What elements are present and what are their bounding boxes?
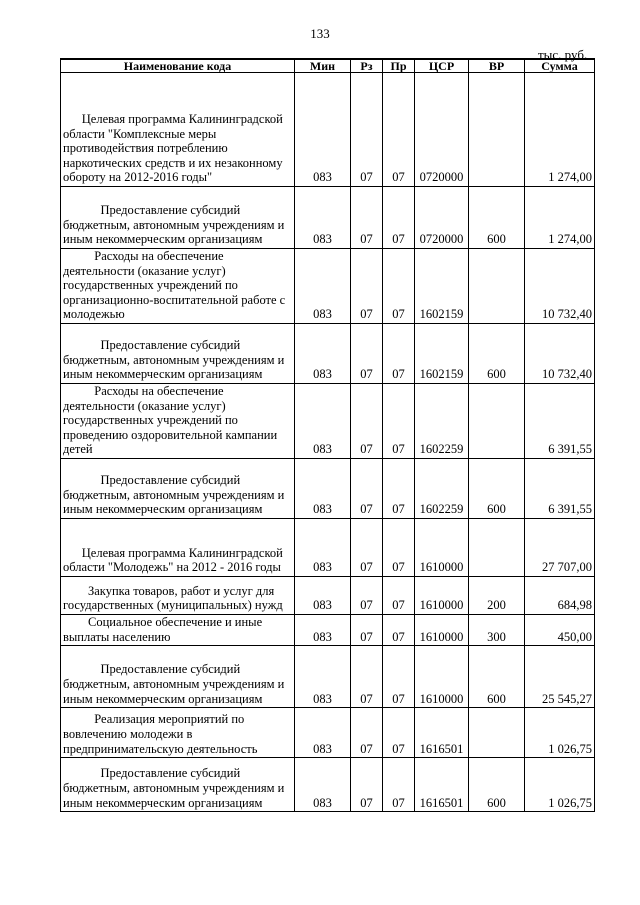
row-vr-cell: 600 <box>469 458 525 518</box>
row-csr-cell: 1610000 <box>415 518 469 576</box>
row-name-cell <box>61 458 295 518</box>
row-vr-cell <box>469 249 525 324</box>
row-pr-cell: 07 <box>383 383 415 458</box>
row-pr-cell: 07 <box>383 576 415 614</box>
row-indent <box>63 203 101 217</box>
row-rz-cell: 07 <box>351 458 383 518</box>
row-indent <box>63 249 94 263</box>
row-min-cell: 083 <box>295 576 351 614</box>
row-sum-cell: 450,00 <box>525 614 595 645</box>
row-min-cell: 083 <box>295 646 351 708</box>
row-vr-cell <box>469 518 525 576</box>
row-name-cell <box>61 708 295 758</box>
row-rz-cell: 07 <box>351 708 383 758</box>
row-indent <box>63 584 88 598</box>
row-sum-cell: 25 545,27 <box>525 646 595 708</box>
row-csr-cell: 1610000 <box>415 576 469 614</box>
table-row <box>61 323 595 383</box>
row-min-cell: 083 <box>295 383 351 458</box>
row-sum-cell: 6 391,55 <box>525 383 595 458</box>
row-rz-cell: 07 <box>351 576 383 614</box>
row-name-text: Реализация мероприятий по вовлечению молодежи в предпринимательскую деятельность <box>63 712 258 756</box>
row-name-text: Закупка товаров, работ и услуг для государственных (муниципальных) нужд <box>63 583 283 613</box>
row-name-cell <box>61 518 295 576</box>
header-min: Мин <box>295 59 351 73</box>
row-csr-cell: 1610000 <box>415 646 469 708</box>
row-rz-cell: 07 <box>351 249 383 324</box>
row-name-text: Предоставление субсидий бюджетным, автономным учреждениям и иным некоммерческим организациям <box>63 338 285 382</box>
table-row <box>61 646 595 708</box>
row-csr-cell: 0720000 <box>415 73 469 187</box>
row-name-text: Социальное обеспечение и иные выплаты населению <box>63 614 263 644</box>
row-rz-cell: 07 <box>351 383 383 458</box>
row-name-cell <box>61 249 295 324</box>
row-name-text: Целевая программа Калининградской области "Комплексные меры противодействия потреблению наркотических средств и их незаконному обороту на 2012-2016 годы" <box>63 112 283 185</box>
row-min-cell: 083 <box>295 249 351 324</box>
row-min-cell: 083 <box>295 758 351 812</box>
row-pr-cell: 07 <box>383 614 415 645</box>
header-csr: ЦСР <box>415 59 469 73</box>
row-csr-cell: 0720000 <box>415 187 469 249</box>
header-pr: Пр <box>383 59 415 73</box>
row-vr-cell <box>469 383 525 458</box>
row-pr-cell: 07 <box>383 708 415 758</box>
page-number: 133 <box>310 26 330 41</box>
row-name-cell <box>61 383 295 458</box>
row-name-cell <box>61 323 295 383</box>
table-row <box>61 249 595 324</box>
row-vr-cell <box>469 73 525 187</box>
table-row <box>61 576 595 614</box>
row-rz-cell: 07 <box>351 614 383 645</box>
row-min-cell: 083 <box>295 518 351 576</box>
header-vr: ВР <box>469 59 525 73</box>
row-csr-cell: 1610000 <box>415 614 469 645</box>
row-indent <box>63 712 94 726</box>
row-pr-cell: 07 <box>383 73 415 187</box>
row-name-text: Предоставление субсидий бюджетным, автономным учреждениям и иным некоммерческим организациям <box>63 203 285 247</box>
row-sum-cell: 1 026,75 <box>525 708 595 758</box>
row-vr-cell: 600 <box>469 758 525 812</box>
row-rz-cell: 07 <box>351 518 383 576</box>
row-sum-cell: 6 391,55 <box>525 458 595 518</box>
table-row <box>61 614 595 645</box>
row-rz-cell: 07 <box>351 323 383 383</box>
row-vr-cell: 600 <box>469 323 525 383</box>
table-row <box>61 73 595 187</box>
row-indent <box>63 662 101 676</box>
header-rz: Рз <box>351 59 383 73</box>
row-name-text: Предоставление субсидий бюджетным, автономным учреждениям и иным некоммерческим организациям <box>63 662 285 706</box>
row-pr-cell: 07 <box>383 323 415 383</box>
row-pr-cell: 07 <box>383 646 415 708</box>
row-indent <box>63 546 82 560</box>
row-sum-cell: 27 707,00 <box>525 518 595 576</box>
header-row <box>61 59 595 73</box>
row-csr-cell: 1616501 <box>415 758 469 812</box>
row-name-cell <box>61 187 295 249</box>
row-indent <box>63 766 101 780</box>
row-name-cell <box>61 576 295 614</box>
row-vr-cell: 300 <box>469 614 525 645</box>
row-vr-cell <box>469 708 525 758</box>
row-rz-cell: 07 <box>351 73 383 187</box>
row-indent <box>63 112 82 126</box>
row-csr-cell: 1602159 <box>415 323 469 383</box>
row-vr-cell: 600 <box>469 646 525 708</box>
row-sum-cell: 1 274,00 <box>525 187 595 249</box>
row-sum-cell: 1 026,75 <box>525 758 595 812</box>
row-name-cell <box>61 758 295 812</box>
row-vr-cell: 600 <box>469 187 525 249</box>
budget-table <box>60 58 595 812</box>
row-csr-cell: 1602159 <box>415 249 469 324</box>
row-name-text: Предоставление субсидий бюджетным, автономным учреждениям и иным некоммерческим организациям <box>63 766 285 810</box>
table-row <box>61 458 595 518</box>
row-indent <box>63 338 101 352</box>
row-sum-cell: 1 274,00 <box>525 73 595 187</box>
row-pr-cell: 07 <box>383 518 415 576</box>
row-min-cell: 083 <box>295 73 351 187</box>
row-min-cell: 083 <box>295 708 351 758</box>
row-pr-cell: 07 <box>383 249 415 324</box>
row-csr-cell: 1616501 <box>415 708 469 758</box>
table-row <box>61 518 595 576</box>
row-sum-cell: 10 732,40 <box>525 323 595 383</box>
row-name-text: Расходы на обеспечение деятельности (оказание услуг) государственных учреждений по проведению оздоровительной кампании детей <box>63 383 278 457</box>
row-csr-cell: 1602259 <box>415 383 469 458</box>
table-row <box>61 758 595 812</box>
row-sum-cell: 10 732,40 <box>525 249 595 324</box>
row-name-cell <box>61 614 295 645</box>
row-pr-cell: 07 <box>383 758 415 812</box>
table-row <box>61 383 595 458</box>
header-sum: Сумма <box>525 59 595 73</box>
row-min-cell: 083 <box>295 458 351 518</box>
row-name-text: Предоставление субсидий бюджетным, автономным учреждениям и иным некоммерческим организациям <box>63 473 285 517</box>
row-min-cell: 083 <box>295 614 351 645</box>
row-csr-cell: 1602259 <box>415 458 469 518</box>
units-label: тыс. руб. <box>538 47 588 62</box>
row-sum-cell: 684,98 <box>525 576 595 614</box>
row-rz-cell: 07 <box>351 187 383 249</box>
row-indent <box>63 615 88 629</box>
row-min-cell: 083 <box>295 323 351 383</box>
row-name-cell <box>61 646 295 708</box>
row-vr-cell: 200 <box>469 576 525 614</box>
table-row <box>61 708 595 758</box>
row-indent <box>63 473 101 487</box>
row-indent <box>63 384 94 398</box>
row-rz-cell: 07 <box>351 646 383 708</box>
row-rz-cell: 07 <box>351 758 383 812</box>
table-row <box>61 187 595 249</box>
row-name-text: Расходы на обеспечение деятельности (оказание услуг) государственных учреждений по организационно-воспитательной работе с молодежью <box>63 249 286 322</box>
row-name-cell <box>61 73 295 187</box>
row-name-text: Целевая программа Калининградской области "Молодежь" на 2012 - 2016 годы <box>63 545 283 575</box>
header-name: Наименование кода <box>61 59 295 73</box>
row-pr-cell: 07 <box>383 187 415 249</box>
row-min-cell: 083 <box>295 187 351 249</box>
row-pr-cell: 07 <box>383 458 415 518</box>
